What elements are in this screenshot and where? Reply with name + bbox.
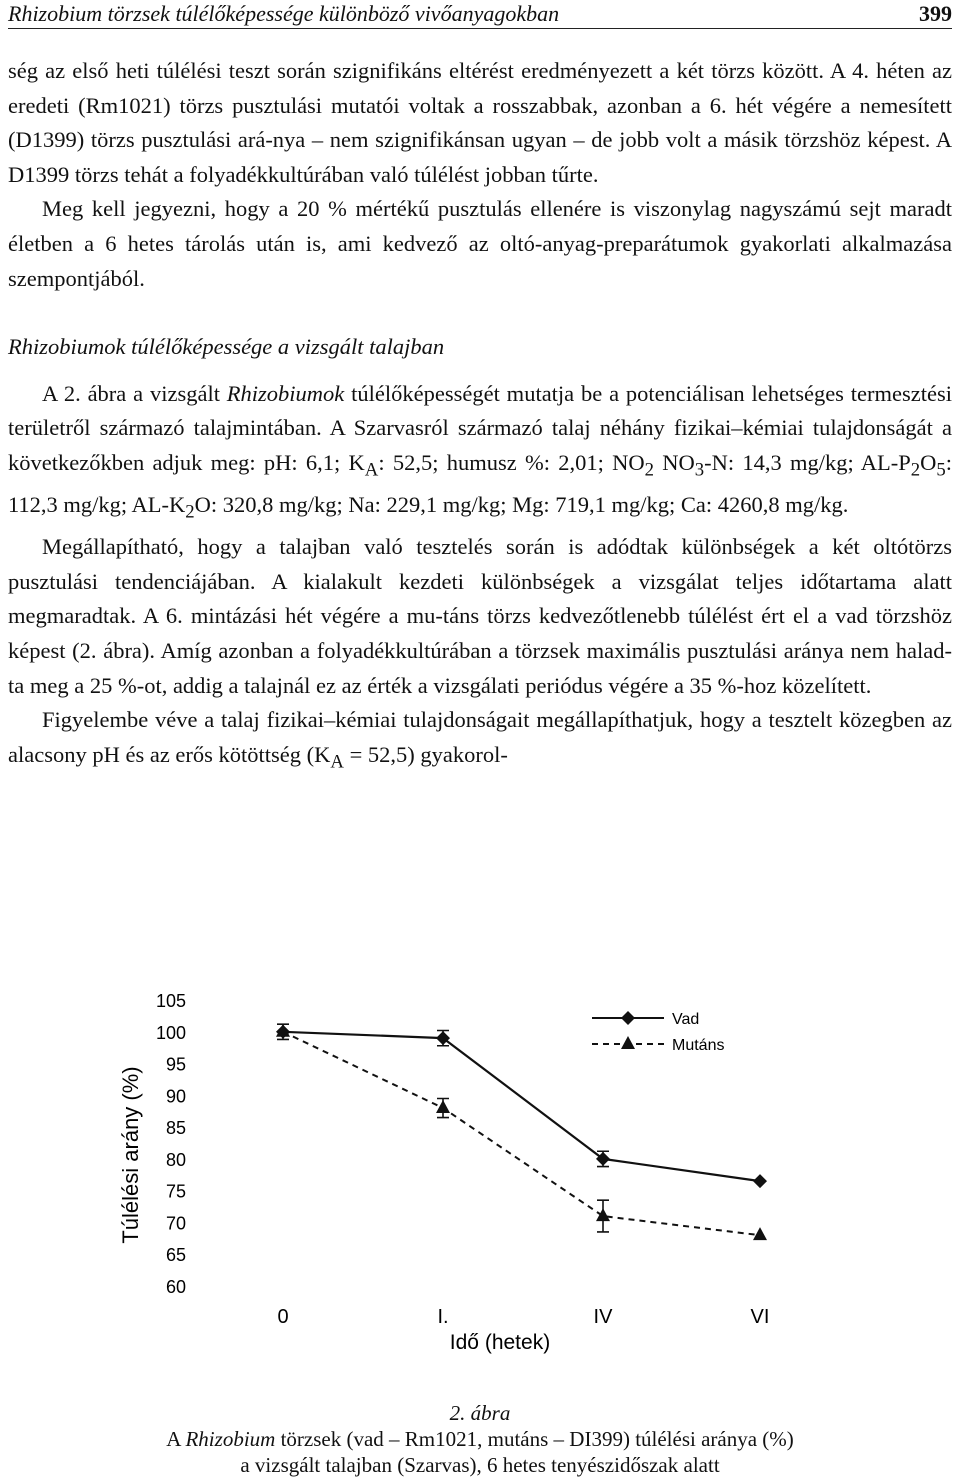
series-line-vad (283, 1032, 760, 1181)
y-tick-label: 70 (165, 1213, 186, 1234)
legend-marker-vad (621, 1011, 635, 1025)
y-tick-label: 95 (165, 1054, 186, 1075)
caption-line-2: a vizsgált talajban (Szarvas), 6 hetes tenyészidőszak alatt (240, 1453, 720, 1477)
y-tick-label: 90 (165, 1086, 186, 1107)
y-tick-label: 85 (165, 1118, 186, 1139)
x-tick-label: I. (437, 1306, 449, 1328)
legend-marker-mutáns (621, 1036, 635, 1049)
page-header (8, 0, 952, 29)
y-tick-label: 100 (155, 1022, 186, 1043)
data-point-mutáns (436, 1100, 450, 1113)
figure-number: 2. ábra (449, 1401, 511, 1425)
x-tick-label: VI (750, 1306, 770, 1328)
y-axis-label: Túlélési arány (%) (118, 1066, 143, 1244)
y-tick-label: 75 (165, 1181, 186, 1202)
page-number: 399 (919, 1, 952, 26)
y-tick-label: 60 (165, 1277, 186, 1297)
survival-chart (0, 975, 960, 1395)
data-point-vad (753, 1174, 767, 1188)
x-axis-label: Idő (hetek) (449, 1331, 551, 1354)
paragraph-4: Megállapítható, hogy a talajban való tesztelés során is adódtak különbségek a két oltótörzs pusztulási tendenciájában. A kialakult kezdeti különbségek a vizsgálat teljes időtartama alatt megmaradtak. A 6. mintázási hét végére a mu-táns törzs kedvezőtlenebb túlélést ért el a vad törzshöz képest (2. ábra). Amíg azonban a folyadékkultúrában a törzsek maximális pusztulási aránya nem halad-ta meg a 25 %-ot, addig a talajnál ez az érték a vizsgálati periódus végére a 35 %-hoz közelített. (8, 534, 952, 698)
paragraph-5: Figyelembe véve a talaj fizikai–kémiai tulajdonságait megállapíthatjuk, hogy a tesztelt közegben az alacsony pH és az erős kötöttség $(K_A = 52,5)$ gyakorol- (8, 707, 952, 773)
data-point-mutáns (596, 1208, 610, 1221)
section-heading: Rhizobiumok túlélőképessége a vizsgált talajban (8, 334, 445, 360)
paragraph-3: A 2. ábra a vizsgált Rhizobiumok túlélőképességét mutatja be a potenciálisan lehetséges termesztési területről származó talajmintában. A Szarvasról származó talaj néhány fizikai–kémiai tulajdonságát a következőkben adjuk meg: pH: 6,1; $K_A$: 52,5; humusz %: 2,01; $NO_2$ $NO_3-N$: 14,3 mg/kg; $AL-P_2O_5$: 112,3 mg/kg; $AL-K_2O$: 320,8 mg/kg; Na: 229,1 mg/kg; Mg: 719,1 mg/kg; Ca: 4260,8 mg/kg. (8, 380, 952, 523)
y-tick-label: 105 (155, 991, 186, 1011)
caption-line-1: A Rhizobium törzsek (vad – Rm1021, mutáns – DI399) túlélési aránya (%) (166, 1427, 794, 1451)
paragraph-2: Meg kell jegyezni, hogy a 20 % mértékű pusztulás ellenére is viszonylag nagyszámú sejt maradt életben a 6 hetes tárolás után is, ami kedvező az oltó-anyag-preparátumok gyakorlati alkalmazása szempontjából. (8, 196, 952, 291)
x-tick-label: 0 (277, 1306, 289, 1328)
running-title: Rhizobium törzsek túlélőképessége különböző vivőanyagokban (8, 1, 560, 26)
paragraph-1: ség az első heti túlélési teszt során szignifikáns eltérést eredményezett a két törzs között. A 4. héten az eredeti (Rm1021) törzs pusztulási mutatói voltak a rosszabbak, azonban a 6. hét végére a nemesített (D1399) törzs pusztulási ará-nya – nem szignifikánsan ugyan – de jobb volt a másik törzshöz képest. A D1399 törzs tehát a folyadékkultúrában való túlélést jobban tűrte. (8, 58, 952, 187)
series-line-mutáns (283, 1032, 760, 1235)
chart-svg (0, 975, 960, 1395)
y-tick-label: 80 (165, 1149, 186, 1170)
x-tick-label: IV (593, 1306, 613, 1328)
y-tick-label: 65 (165, 1245, 186, 1266)
legend-label-vad: Vad (672, 1011, 700, 1028)
body-text (8, 54, 952, 780)
legend-label-mutáns: Mutáns (672, 1037, 725, 1054)
figure-caption (0, 1400, 960, 1478)
data-point-mutáns (753, 1227, 767, 1240)
